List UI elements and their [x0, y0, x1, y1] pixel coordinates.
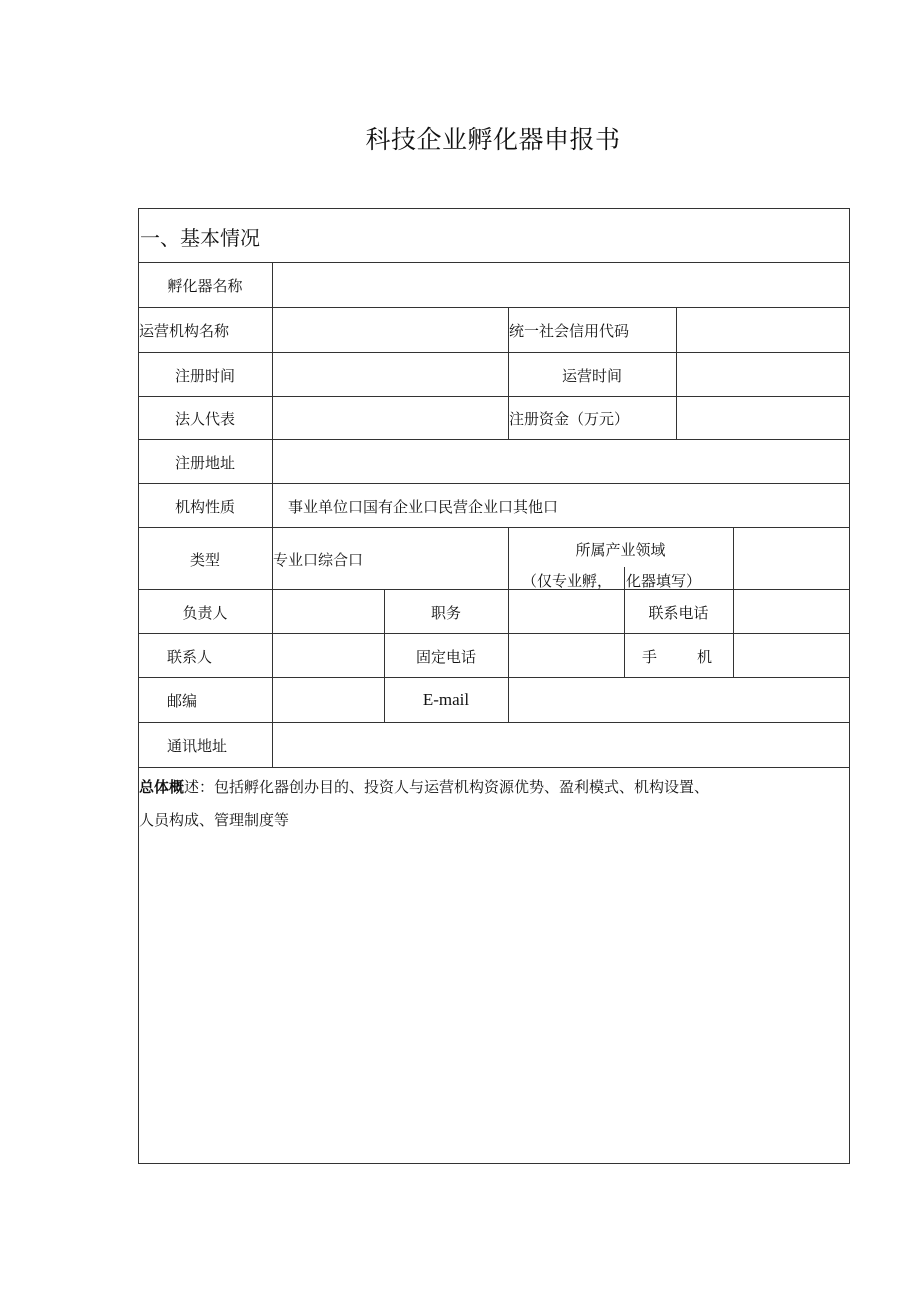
overview-text: 述：包括孵化器创办目的、投资人与运营机构资源优势、盈利模式、机构设置、: [184, 778, 710, 796]
row-divider: [138, 352, 850, 353]
mobile-field[interactable]: [737, 640, 846, 672]
row-divider: [138, 483, 850, 484]
mail-address-label: 通讯地址: [167, 737, 228, 755]
row-divider: [138, 767, 850, 768]
contact-phone-field[interactable]: [737, 596, 846, 628]
row-divider: [138, 633, 850, 634]
col-divider: [272, 262, 273, 768]
landline-field[interactable]: [512, 640, 620, 672]
registered-capital-label: 注册资金（万元）: [509, 410, 630, 428]
col-divider: [676, 307, 677, 440]
overview-label: 总体概: [139, 778, 185, 796]
table-border-top: [138, 208, 850, 209]
registered-address-field[interactable]: [276, 446, 846, 478]
type-label: 类型: [189, 551, 220, 569]
postcode-label: 邮编: [167, 692, 198, 710]
org-nature-options[interactable]: 事业单位口国有企业口民营企业口其他口: [288, 498, 559, 516]
contact-person-label: 联系人: [167, 648, 213, 666]
registration-time-label: 注册时间: [174, 367, 235, 385]
landline-label: 固定电话: [415, 648, 476, 666]
industry-note-continued: 化器填写）: [626, 572, 702, 590]
operator-name-field[interactable]: [276, 314, 504, 346]
incubator-name-label: 孵化器名称: [167, 277, 243, 295]
overview-description: [139, 771, 739, 837]
registered-capital-field[interactable]: [680, 402, 846, 434]
row-divider: [138, 439, 850, 440]
industry-label: 所属产业领域: [575, 541, 666, 559]
mobile-label: 手: [642, 648, 658, 666]
row-divider: [138, 677, 850, 678]
legal-rep-label: 法人代表: [174, 410, 235, 428]
type-options[interactable]: 专业口综合口: [273, 551, 364, 569]
email-label: E-mail: [422, 690, 470, 709]
position-label: 职务: [430, 604, 461, 622]
col-divider: [624, 567, 625, 589]
document-title: 科技企业孵化器申报书: [365, 125, 621, 154]
col-divider: [733, 527, 734, 678]
row-divider: [138, 589, 850, 590]
registration-time-field[interactable]: [276, 358, 504, 390]
manager-label: 负责人: [182, 604, 228, 622]
registered-address-label: 注册地址: [174, 454, 235, 472]
credit-code-field[interactable]: [680, 314, 846, 346]
contact-phone-label: 联系电话: [648, 604, 709, 622]
row-divider: [138, 262, 850, 263]
legal-rep-field[interactable]: [276, 402, 504, 434]
mail-address-field[interactable]: [276, 729, 846, 761]
overview-field[interactable]: [142, 842, 845, 1158]
mobile-label-second: 机: [697, 648, 713, 666]
row-divider: [138, 307, 850, 308]
email-field[interactable]: [512, 684, 846, 716]
row-divider: [138, 722, 850, 723]
manager-field[interactable]: [276, 596, 380, 628]
table-border-bottom: [138, 1163, 850, 1164]
row-divider: [138, 527, 850, 528]
credit-code-label: 统一社会信用代码: [509, 322, 630, 340]
incubator-name-field[interactable]: [276, 270, 846, 302]
org-nature-label: 机构性质: [174, 498, 235, 516]
postcode-field[interactable]: [276, 684, 380, 716]
operation-time-field[interactable]: [680, 358, 846, 390]
contact-person-field[interactable]: [276, 640, 380, 672]
position-field[interactable]: [512, 596, 620, 628]
operator-name-label: 运营机构名称: [139, 322, 230, 340]
overview-text-continued: 人员构成、管理制度等: [139, 811, 290, 829]
industry-field[interactable]: [737, 534, 846, 582]
row-divider: [138, 396, 850, 397]
section-heading: 一、基本情况: [140, 226, 260, 250]
operation-time-label: 运营时间: [561, 367, 622, 385]
industry-note: （仅专业孵，: [522, 572, 613, 590]
